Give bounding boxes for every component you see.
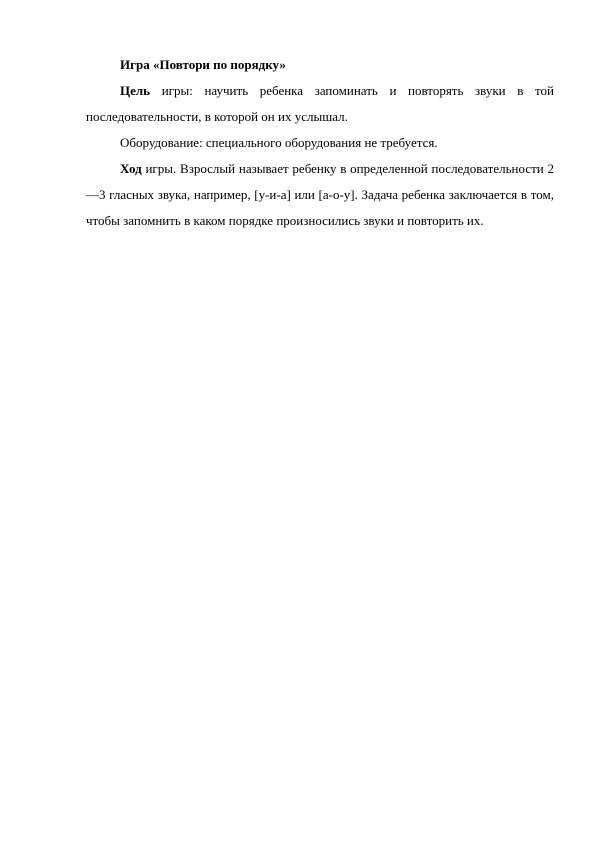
procedure-text: игры. Взрослый называет ребенку в определенной последовательности 2—3 гласных звука, например, [у-и-а] или [а-о-у]. Задача ребенка заключается в том, чтобы запомнить в каком порядке произносились звуки и повторить их. (86, 161, 554, 228)
procedure-label: Ход (120, 161, 142, 176)
document-body (86, 52, 554, 234)
goal-paragraph (86, 78, 554, 130)
equipment-paragraph: Оборудование: специального оборудования не требуется. (120, 135, 438, 150)
goal-label: Цель (120, 83, 151, 98)
game-title: Игра «Повтори по порядку» (120, 57, 286, 72)
goal-text: игры: научить ребенка запоминать и повторять звуки в той последовательности, в которой он их услышал. (86, 83, 554, 124)
procedure-paragraph (86, 156, 554, 234)
